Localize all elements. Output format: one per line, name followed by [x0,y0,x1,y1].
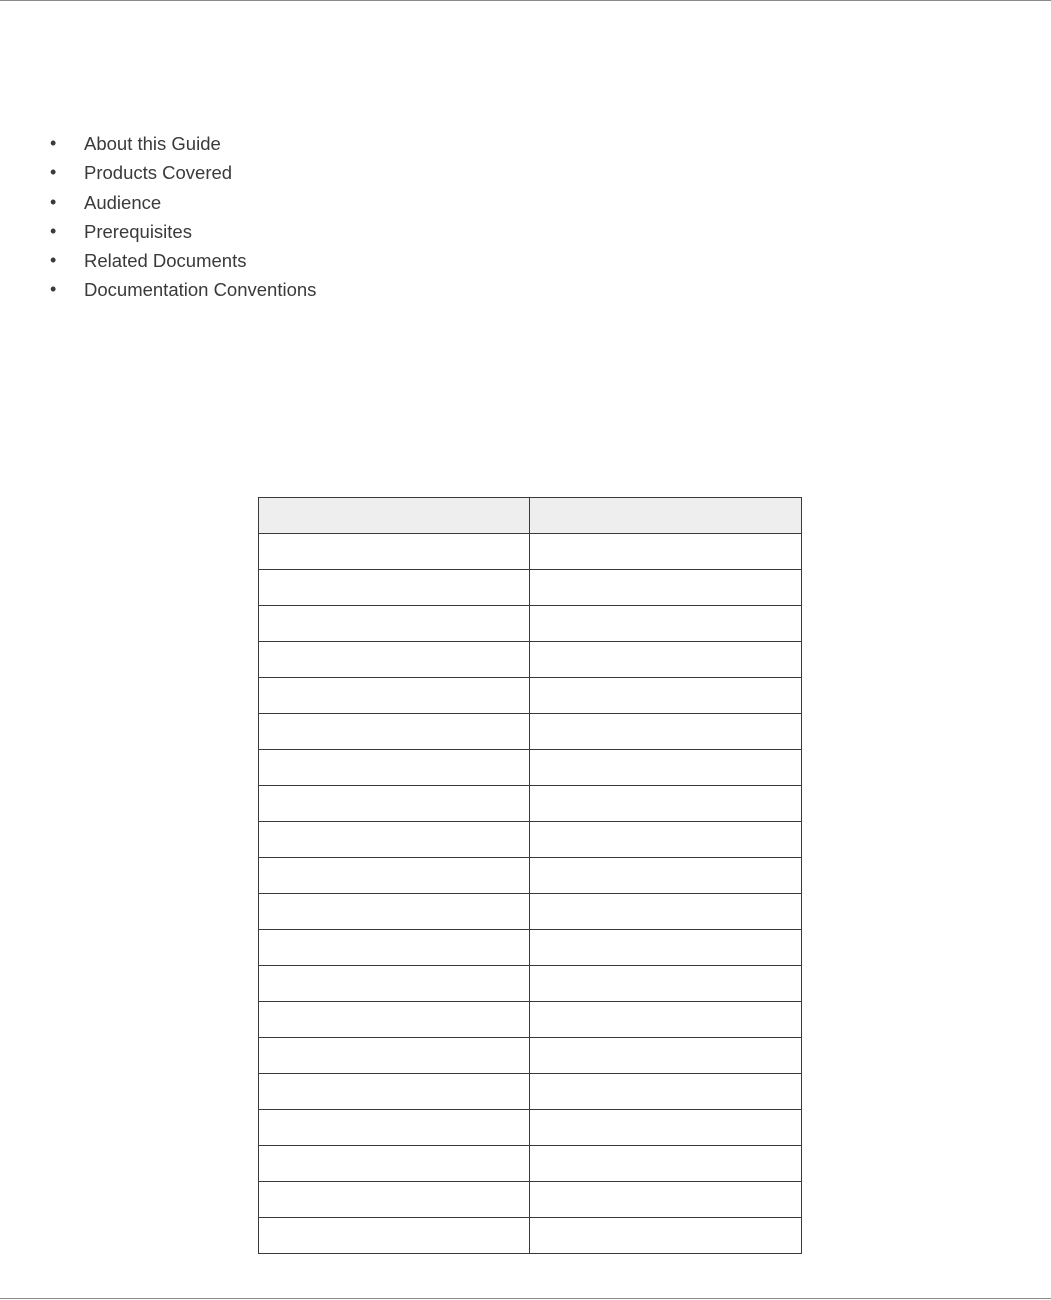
table-cell [259,786,530,822]
table-cell [530,930,802,966]
table-row [259,534,802,570]
bullet: • [50,133,57,153]
table-cell [259,966,530,1002]
table-cell [259,1074,530,1110]
table-cell [259,714,530,750]
table-row [259,1074,802,1110]
table-cell [530,1074,802,1110]
table-row [259,966,802,1002]
table-cell [259,1110,530,1146]
table-cell [530,1182,802,1218]
table-cell [259,750,530,786]
table-row [259,858,802,894]
top-divider [0,0,1051,1]
table-row [259,642,802,678]
table-row [259,1182,802,1218]
table-cell [530,1002,802,1038]
topic-link-products[interactable]: Products Covered [84,162,233,184]
table-row [259,1038,802,1074]
table-cell [259,822,530,858]
topic-link-conventions[interactable]: Documentation Conventions [84,279,317,301]
table-row [259,1110,802,1146]
topic-link-audience[interactable]: Audience [84,191,162,213]
table-cell [530,894,802,930]
table-row [259,786,802,822]
table-cell [259,534,530,570]
table-row [259,894,802,930]
table-cell [259,642,530,678]
table-cell [530,606,802,642]
column-header [530,498,802,534]
table-row [259,750,802,786]
table-row [259,930,802,966]
bottom-divider [0,1298,1051,1299]
table-cell [259,606,530,642]
bullet: • [50,279,57,300]
table-cell [259,930,530,966]
table-cell [259,1038,530,1074]
table-cell [530,858,802,894]
table-row [259,678,802,714]
table-cell [259,1146,530,1182]
table-cell [530,534,802,570]
table-cell [530,570,802,606]
column-header [259,498,530,534]
table-cell [259,1218,530,1254]
table-cell [530,642,802,678]
table-cell [530,1146,802,1182]
table-cell [530,786,802,822]
table-cell [259,1182,530,1218]
table-body [259,534,802,1254]
table-cell [259,858,530,894]
bullet: • [50,162,57,183]
bullet: • [50,220,57,241]
table-row [259,570,802,606]
table-cell [259,678,530,714]
table-cell [530,750,802,786]
table-cell [530,678,802,714]
table-cell [530,714,802,750]
table-cell [530,1110,802,1146]
table-cell [259,894,530,930]
empty-table [258,497,802,1254]
bullet: • [50,250,57,271]
topic-link-about[interactable]: About this Guide [84,133,221,154]
table-row [259,822,802,858]
topic-link-related-documents[interactable]: Related Documents [84,250,247,272]
table-cell [530,1038,802,1074]
table-row [259,714,802,750]
table-row [259,1146,802,1182]
table-cell [259,1002,530,1038]
table-header-row [259,498,802,534]
bullet: • [50,191,57,212]
table-row [259,1002,802,1038]
table-cell [259,570,530,606]
table-cell [530,1218,802,1254]
table-cell [530,966,802,1002]
table-row [259,1218,802,1254]
topic-link-prerequisites[interactable]: Prerequisites [84,220,192,242]
table-cell [530,822,802,858]
table-row [259,606,802,642]
